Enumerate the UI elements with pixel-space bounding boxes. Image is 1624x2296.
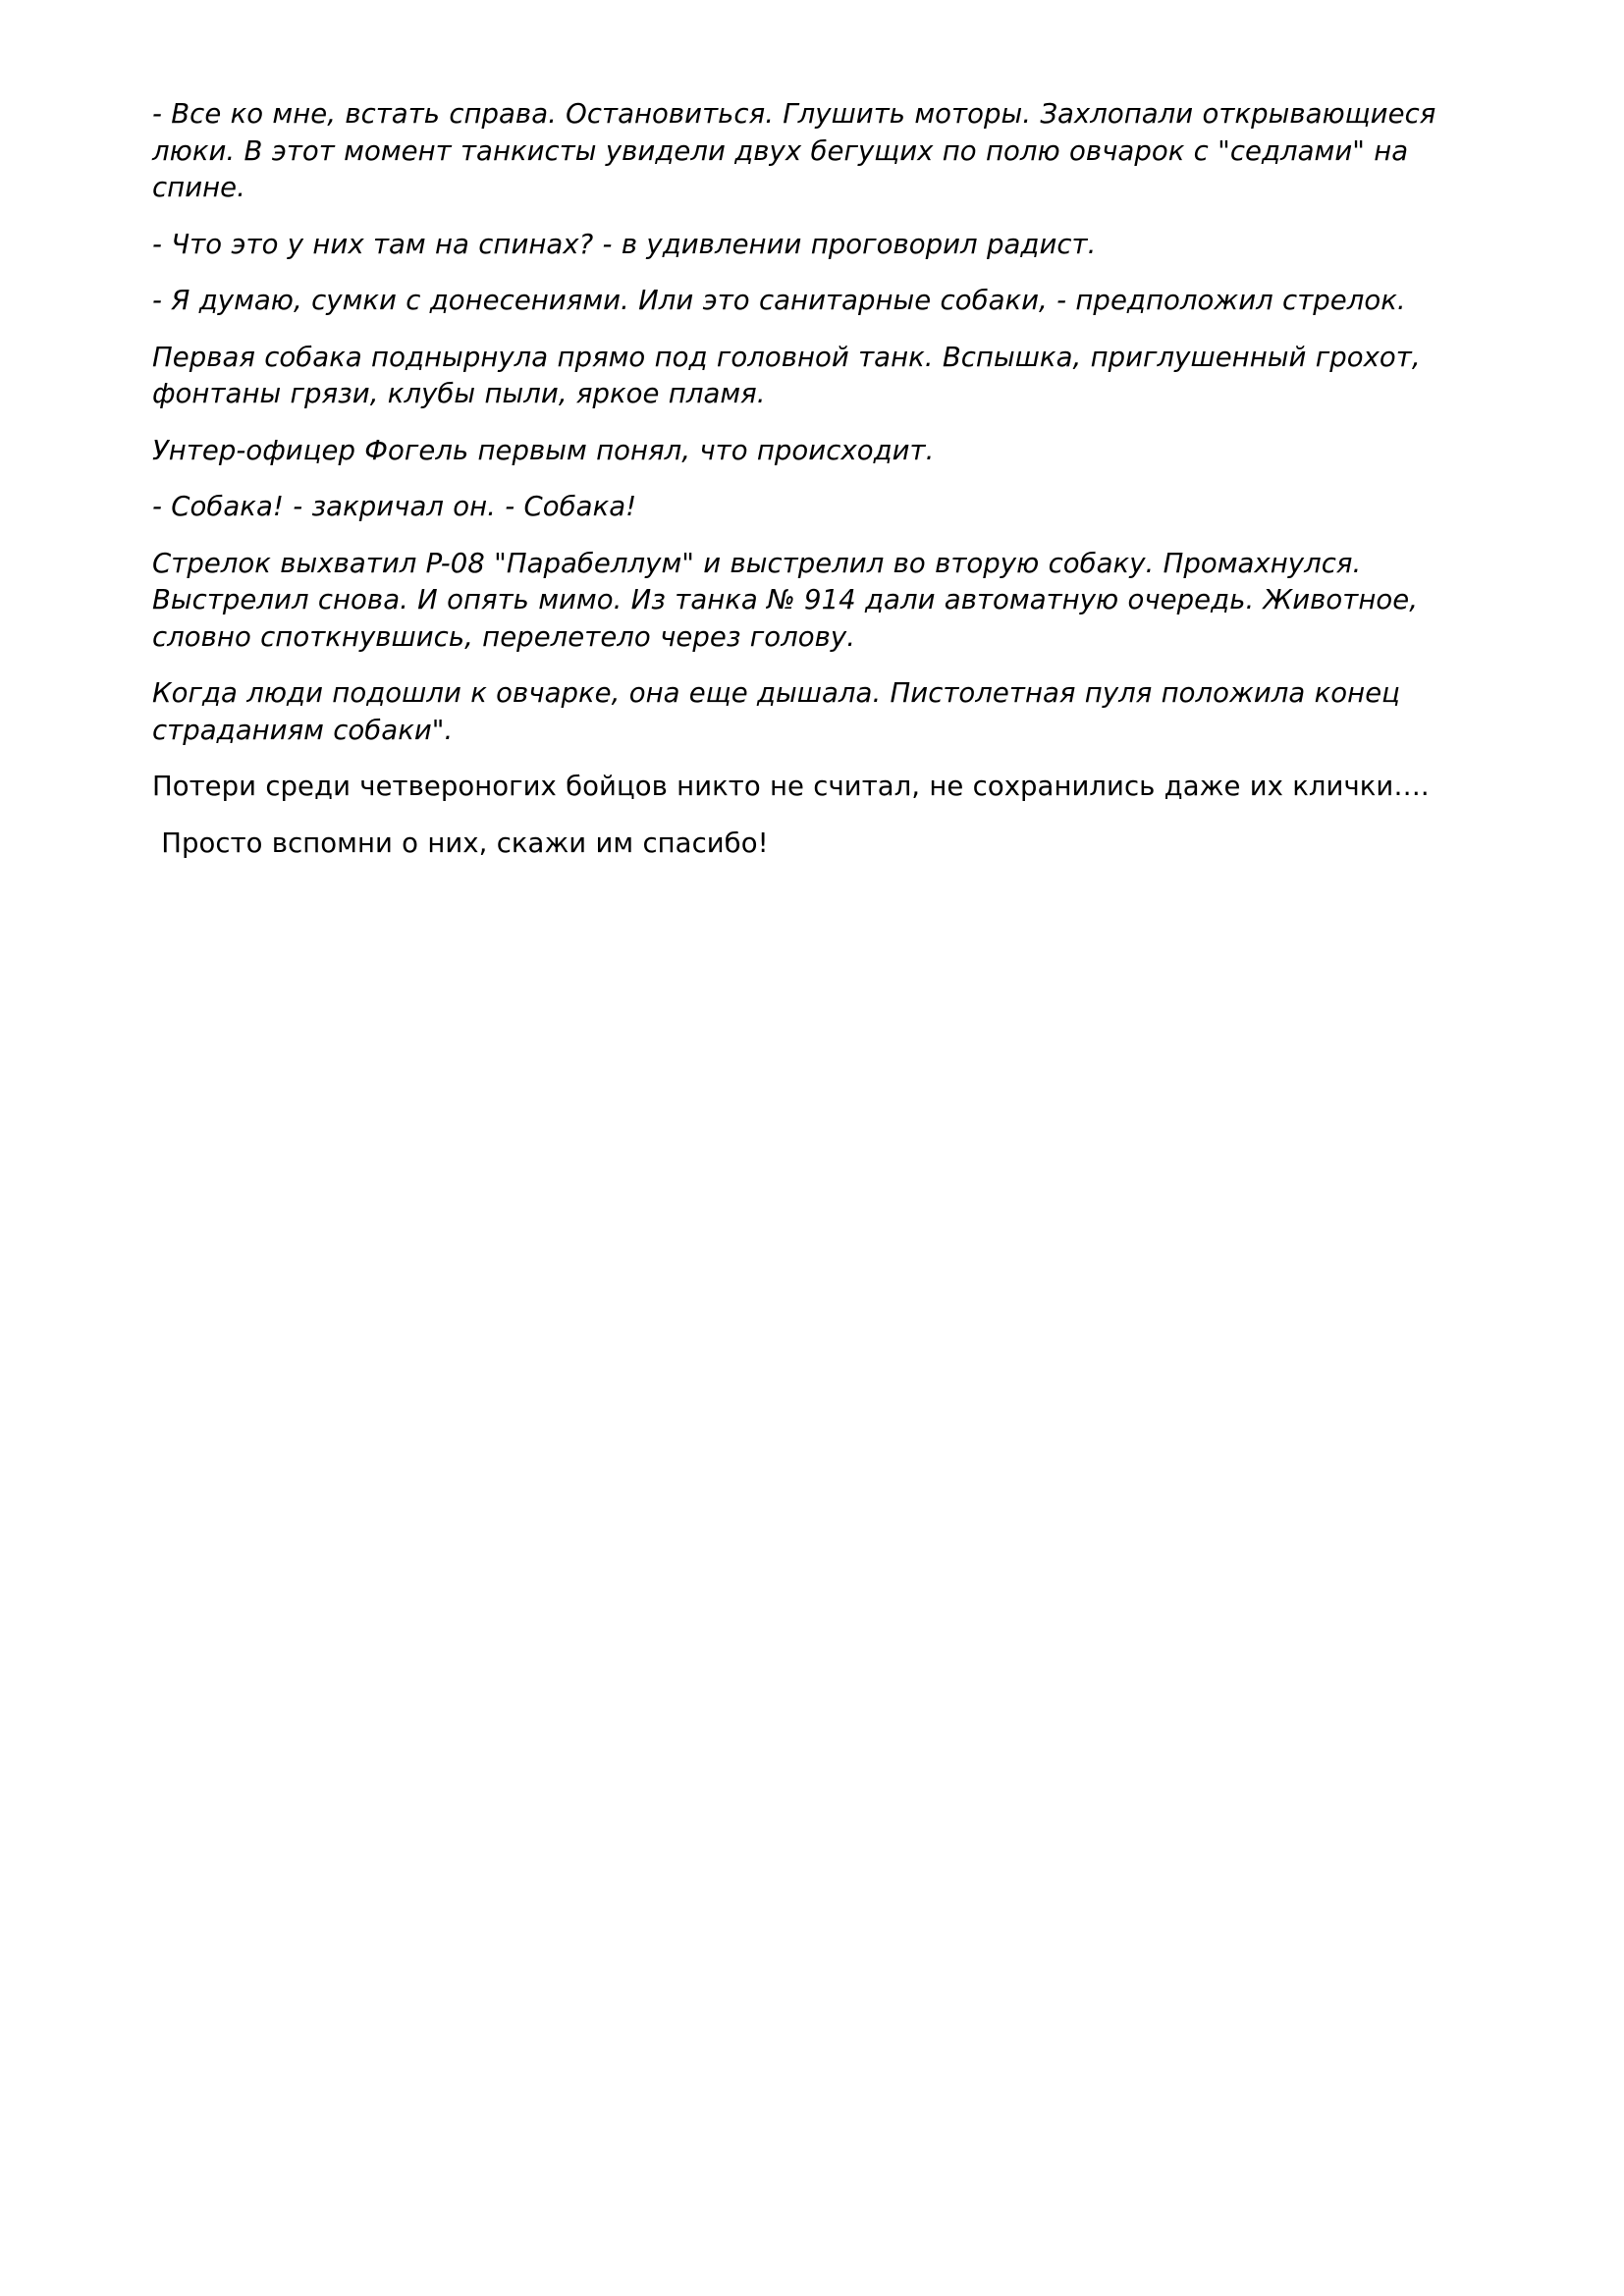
paragraph-10: Просто вспомни о них, скажи им спасибо! xyxy=(152,827,769,859)
paragraph-2: - Что это у них там на спинах? - в удивлении проговорил радист. xyxy=(152,228,1097,260)
document-text-body xyxy=(152,96,1475,862)
paragraph-1: - Все ко мне, встать справа. Остановиться. Глушить моторы. Захлопали открывающиеся люки. В этот момент танкисты увидели двух бегущих по полю овчарок с "седлами" на спине. xyxy=(152,98,1445,203)
paragraph-9: Потери среди четвероногих бойцов никто не считал, не сохранились даже их клички…. xyxy=(152,771,1430,802)
paragraph-6: - Собака! - закричал он. - Собака! xyxy=(152,491,637,522)
paragraph-7: Стрелок выхватил P-08 "Парабеллум" и выстрелил во вторую собаку. Промахнулся. Выстрелил снова. И опять мимо. Из танка № 914 дали автоматную очередь. Животное, словно споткнувшись, перелетело через голову. xyxy=(152,547,1428,653)
paragraph-4: Первая собака поднырнула прямо под головной танк. Вспышка, приглушенный грохот, фонтаны грязи, клубы пыли, яркое пламя. xyxy=(152,341,1430,409)
paragraph-3: - Я думаю, сумки с донесениями. Или это санитарные собаки, - предположил стрелок. xyxy=(152,285,1406,316)
paragraph-8: Когда люди подошли к овчарке, она еще дышала. Пистолетная пуля положила конец страданиям собаки". xyxy=(152,677,1410,746)
paragraph-5: Унтер-офицер Фогель первым понял, что происходит. xyxy=(152,434,935,466)
